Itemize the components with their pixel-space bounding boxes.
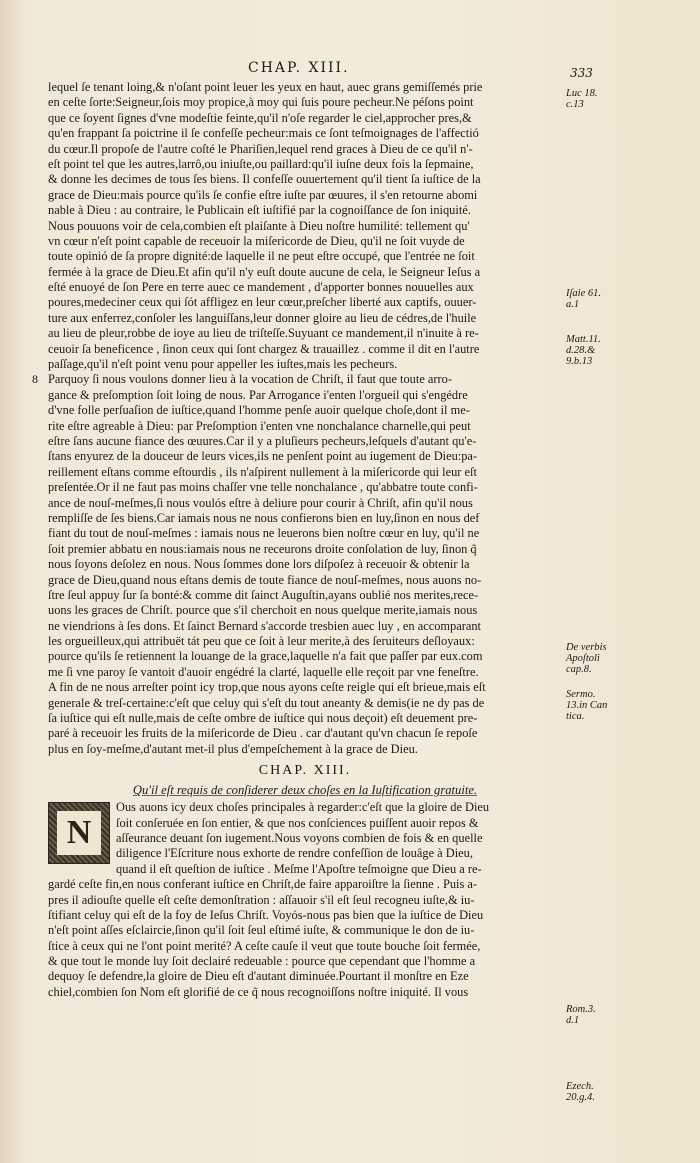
text-line: pres il adiouſte quelle eſt ceſte demonſtration : aſſauoir s'il eſt ſeul recogneu iuſte,& iu- [48, 892, 475, 907]
text-line: diligence l'Eſcriture nous exhorte de rendre confeſſion de louâge à Dieu, [116, 846, 473, 861]
text-line: eſté enuoyé de ſon Pere en terre auec ce mandement , d'apporter bonnes nouuelles aux [48, 280, 474, 295]
text-line: Ous auons icy deux choſes principales à regarder:c'eſt que la gloire de Dieu [116, 800, 490, 815]
margin-note: Iſaie 61. a.1 [566, 288, 601, 311]
chapter-heading: CHAP. XIII. [258, 763, 352, 779]
text-line: plus en ſoy-meſme,d'autant met-il plus d'empeſchement à la grace de Dieu. [48, 741, 418, 756]
text-line: reillement eſtans comme eſtourdis , ils n'aſpirent nullement à la miſericorde qui leur eſt [48, 464, 477, 479]
text-line: Nous pouuons voir de cela,combien eſt plaiſante à Dieu noſtre humilité: tellement qu' [48, 218, 470, 233]
text-line: ſtice à ceux qui ne l'ont point merité? A ceſte cauſe il veut que toute bouche ſoit fermée, [48, 938, 481, 953]
text-line: qu'en frappant ſa poictrine il ſe confeſſe pecheur:mais ce ſont teſmoignages de l'affectió [48, 126, 479, 141]
running-head: CHAP. XIII. [248, 60, 350, 76]
text-line: d'vne folle perſuaſion de iuſtice,quand l'homme penſe auoir quelque choſe,dont il me- [48, 403, 470, 418]
text-line: & que tout le monde luy ſoit declairé redeuable : pource que cependant que l'homme a [48, 954, 476, 969]
text-line: Parquoy ſi nous voulons donner lieu à la vocation de Chriſt, il faut que toute arro- [48, 372, 452, 387]
opening-paragraph [48, 800, 562, 877]
page-number: 333 [570, 66, 593, 80]
text-line: ture aux enferrez,conſoler les languiſſans,leur donner gloire au lieu de cédres,de l'huile [48, 310, 477, 325]
text-line: ſtans enyurez de la douceur de leurs vices,ils ne penſent point au iugement de Dieu:pa- [48, 449, 478, 464]
text-line: paré à receuoir les fruits de la miſericorde de Dieu . car d'autant qu'vn chacun ſe repoſe [48, 726, 478, 741]
text-line: aſſeurance deuant ſon iugement.Nous voyons combien de fois & en quelle [116, 830, 483, 845]
text-line: me ſi vne paroy ſe vantoit d'auoir engédré la clarté, laquelle elle reçoit par vne feneſtre. [48, 664, 479, 679]
text-line: rempliſſe de ſes biens.Car iamais nous ne nous confierons bien en luy,ſinon en nous def [48, 510, 480, 525]
text-line: eſt point tel que les autres,larrô,ou iniuſte,ou paillard:qu'il iuſne deux fois la ſepmaine, [48, 156, 474, 171]
initial-letter: N [57, 811, 101, 855]
text-line: fiant du tout de nouſ-meſmes : iamais nous ne leuerons bien noſtre cœur en luy, qu'il ne [48, 526, 480, 541]
text-line: ſtre ſeul appuy ſur ſa bonté:& comme dit ſainct Auguſtin,ayans oublié nos merites,rece- [48, 587, 479, 602]
text-line: nous ſoyons deſolez en nous. Nous ſommes done lors diſpoſez à receuoir & obtenir la [48, 557, 470, 572]
margin-note: Ezech. 20.g.4. [566, 1080, 595, 1103]
text-line: chiel,combien ſon Nom eſt glorifié de ce q̃ nous recognoiſſons noſtre iniquité. Il vous [48, 984, 469, 999]
text-line: gance & preſomption ſoit loing de nous. Par Arrogance i'enten l'orgueil qui s'engédre [48, 387, 468, 402]
body-text [32, 80, 562, 1000]
chapter-subtitle: Qu'il eſt requis de conſiderer deux choſes en la Iuſtification gratuite. [132, 783, 478, 798]
text-line: en ceſte ſorte:Seigneur,ſois moy propice,à moy qui ſuis poure pecheur.Ne péſons point [48, 95, 474, 110]
text-line: toute opinió de ſa propre dignité:de laquelle il ne peut eſtre occupé, que l'entrée ne ſoit [48, 249, 475, 264]
text-line: poures,medeciner ceux qui ſót affligez en leur cœur,preſcher liberté aux captifs, ouuer- [48, 295, 477, 310]
paragraph-block-1 [48, 80, 562, 372]
text-line: ſtifiant celuy qui eſt de la foy de Ieſus Chriſt. Voyós-nous pas bien que la iuſtice de Dieu [48, 907, 484, 922]
text-line: eſtre ſans aucune fiance des œuures.Car il y a pluſieurs pecheurs,leſquels d'autant qu'e- [48, 433, 477, 448]
margin-note: Matt.11. d.28.& 9.b.13 [566, 334, 601, 368]
text-line: n'eſt point aſſes eſclaircie,ſinon qu'il ſoit ſeul eſtimé iuſte, & communique le don de iu- [48, 923, 475, 938]
text-line: les orgueilleux,qui attribuët tát peu que ce ſoit à leur merite,à des ſeruiteurs deſloyaux: [48, 634, 475, 649]
text-line: rite eſtre agreable à Dieu: par Preſomption i'enten vne nonchalance charnelle,qui peut [48, 418, 471, 433]
margin-note: Sermo. 13.in Can tica. [566, 688, 608, 722]
text-line: A fin de ne nous arreſter point icy trop,que nous ayons ceſte reigle qui eſt brieue,mais eſt [48, 680, 486, 695]
text-line: & donne les decimes de tous ſes biens. Il confeſſe ouuertement qu'il tient ſa iuſtice de la [48, 172, 481, 187]
text-line: gardé ceſte fin,en nous conferant iuſtice en Chriſt,de faire apparoiſtre la ſienne . Puis a- [48, 877, 478, 892]
margin-note: De verbis Apoſtoli cap.8. [566, 642, 607, 676]
text-line: vn cœur n'eſt point capable de receuoir la miſericorde de Dieu, qu'il ne ſoit vuyde de [48, 233, 465, 248]
decorated-initial [48, 802, 110, 864]
paragraph-number: 8 [32, 372, 38, 387]
paragraph-block-3 [48, 877, 562, 1000]
text-line: ne viendrions à ſes dons. Et ſainct Bernard s'accorde tresbien auec luy , en accomparant [48, 618, 481, 633]
text-line: ance de nouſ-meſmes,ſi nous voulós eſtre à deliure pour courir à Chriſt, afin qu'il nous [48, 495, 473, 510]
text-line: quand il eſt queſtion de iuſtice . Meſme l'Apoſtre teſmoigne que Dieu a re- [116, 861, 482, 876]
text-line: grace de Dieu,quand nous eſtans demis de toute fiance de nouſ-meſmes, nous auons no- [48, 572, 482, 587]
text-line: dequoy ſe defendre,la gloire de Dieu eſt d'autant diminuée.Pourtant il monſtre en Eze [48, 969, 469, 984]
text-line: pource qu'ils ſe retiennent la louange de la grace,laquelle n'a fait que paſſer par eux.com [48, 649, 483, 664]
text-line: preſentée.Or il ne faut pas moins chaſſer vne telle nonchalance , qu'abbatre toute confi- [48, 480, 478, 495]
text-line: que ce ſoyent ſignes d'vne modeſtie feinte,qu'il n'oſe regarder le ciel,approcher pres,& [48, 110, 472, 125]
margin-note: Rom.3. d.1 [566, 1003, 596, 1026]
text-line: generale & treſ-certaine:c'eſt que celuy qui s'eſt du tout aneanty & demis(ie ne dy pas de [48, 695, 485, 710]
text-line: grace de Dieu:mais pource qu'ils ſe confie eſtre iuſte par œuures, il s'en retourne abomi [48, 187, 478, 202]
text-line: uons les graces de Chriſt. pource que s'il cherchoit en nous quelque merite,iamais nous [48, 603, 478, 618]
text-line: lequel ſe tenant loing,& n'oſant point leuer les yeux en haut, auec grans gemiſſemés prie [48, 80, 483, 94]
text-line: fermée à la grace de Dieu.Et afin qu'il n'y euſt doute aucune de cela, le Seigneur Ieſus a [48, 264, 481, 279]
text-line: paſſage,qu'il n'eſt point venu pour appeller les iuſtes,mais les pecheurs. [48, 357, 398, 372]
text-line: ſoit conſeruée en ſon entier, & que nos conſciences puiſſent auoir repos & [116, 815, 479, 830]
text-line: au lieu de pleur,robbe de ioye au lieu de triſteſſe.Suyuant ce mandement,il n'inuite à re- [48, 326, 479, 341]
text-line: ſoit premier abbatu en nous:iamais nous ne receurons droite conſolation de luy, ſinon q̃ [48, 541, 477, 556]
paragraph-block-2 [32, 372, 562, 757]
margin-note: Luc 18. c.13 [566, 88, 598, 110]
text-line: du cœur.Il propoſe de l'autre coſté le Phariſien,lequel rend graces à Dieu de ce qu'il n'- [48, 141, 473, 156]
dropcap-text [116, 800, 562, 877]
text-line: ſa iuſtice qui eſt nulle,mais de ceſte ombre de iuſtice qui nous deçoit) eſt deuement pre- [48, 711, 478, 726]
text-line: ceuoir ſa beneficence , ſinon ceux qui ſont chargez & trauaillez . comme il dit en l'autre [48, 341, 480, 356]
text-line: nable à Dieu : au contraire, le Publicain eſt iuſtifié par la cognoiſſance de ſon iniquité. [48, 203, 471, 218]
